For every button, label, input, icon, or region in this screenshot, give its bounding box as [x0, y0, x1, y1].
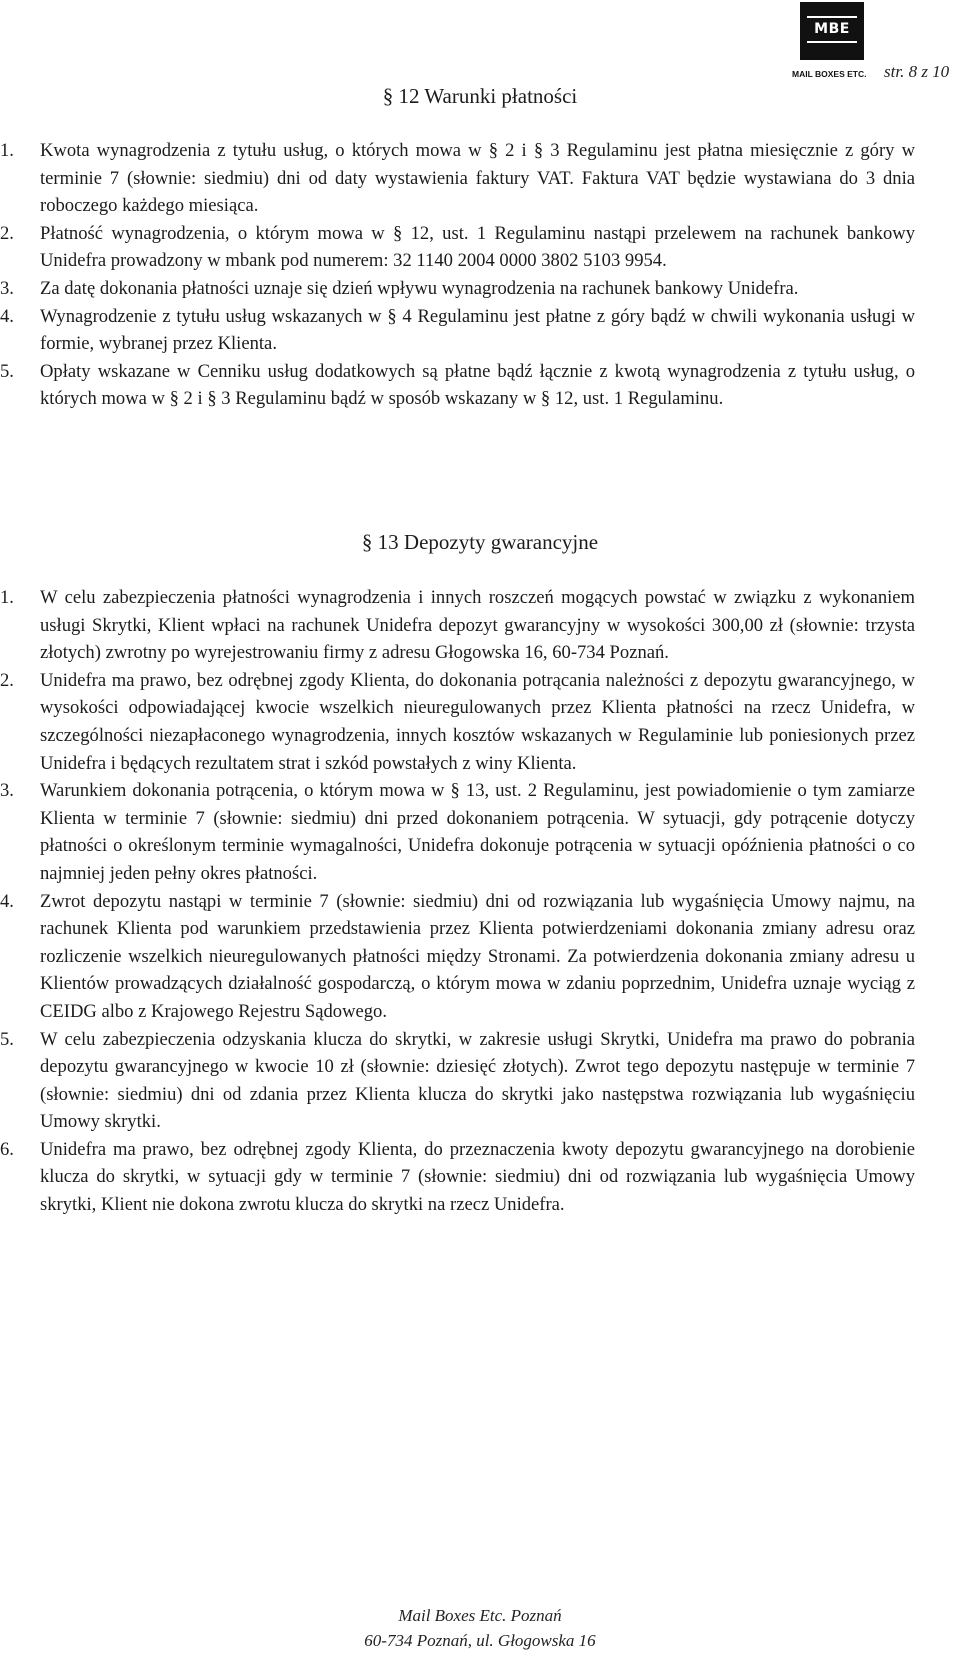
item-number: 5.	[0, 360, 14, 382]
list-item	[0, 303, 915, 358]
logo-wordmark: MAIL BOXES ETC.	[792, 69, 867, 79]
mbe-logo	[792, 2, 880, 82]
list-item	[0, 358, 915, 413]
list-item	[0, 667, 915, 777]
list-item	[0, 584, 915, 667]
section-13-list	[0, 584, 960, 1219]
item-text: Unidefra ma prawo, bez odrębnej zgody Klienta, do przeznaczenia kwoty depozytu gwarancyjnego na dorobienie klucza do skrytki, w sytuacji gdy w terminie 7 (słownie: siedmiu) dni od rozwiązania lub wygaśnięcia Umowy skrytki, Klient nie dokona zwrotu klucza do skrytki na rzecz Unidefra.	[40, 1138, 915, 1216]
section-13-title: § 13 Depozyty gwarancyjne	[361, 530, 599, 554]
page-number: str. 8 z 10	[884, 62, 950, 81]
item-number: 6.	[0, 1138, 14, 1160]
item-text: Kwota wynagrodzenia z tytułu usług, o których mowa w § 2 i § 3 Regulaminu jest płatna miesięcznie z góry w terminie 7 (słownie: siedmiu) dni od daty wystawienia faktury VAT. Faktura VAT będzie wystawiana do 3 dnia roboczego każdego miesiąca.	[40, 140, 915, 217]
item-text: W celu zabezpieczenia płatności wynagrodzenia i innych roszczeń mogących powstać w związku z wykonaniem usługi Skrytki, Klient wpłaci na rachunek Unidefra depozyt gwarancyjny w wysokości 300,00 zł (słownie: trzysta złotych) zwrotny po wyrejestrowaniu firmy z adresu Głogowska 16, 60-734 Poznań.	[40, 587, 915, 664]
list-item	[0, 888, 915, 1026]
item-number: 5.	[0, 1028, 14, 1050]
item-text: Unidefra ma prawo, bez odrębnej zgody Klienta, do dokonania potrącania należności z depozytu gwarancyjnego, w wysokości odpowiadającej kwocie wszelkich nieuregulowanych przez Klienta płatności na rzecz Unidefra, w szczególności niezapłaconego wynagrodzenia, innych kosztów wskazanych w Regulaminie lub poniesionych przez Unidefra i będących rezultatem strat i szkód powstałych z winy Klienta.	[40, 669, 915, 774]
item-number: 4.	[0, 890, 14, 912]
item-number: 3.	[0, 277, 14, 299]
list-item	[0, 1136, 915, 1219]
item-number: 1.	[0, 587, 14, 608]
footer-address	[0, 1603, 960, 1653]
item-text: Zwrot depozytu nastąpi w terminie 7 (słownie: siedmiu) dni od rozwiązania lub wygaśnięcia Umowy najmu, na rachunek Klienta pod warunkiem przedstawienia przez Klienta potwierdzeniami dokonania zmiany adresu oraz rozliczenie wszelkich nieuregulowanych płatności między Stronami. Za potwierdzenia dokonania zmiany adresu u Klientów prowadzących działalność gospodarczą, o którym mowa w zdaniu poprzednim, Unidefra uznaje wyciąg z CEIDG albo z Krajowego Rejestru Sądowego.	[40, 890, 915, 1022]
list-item	[0, 137, 915, 220]
section-12-title: § 12 Warunki płatności	[382, 84, 578, 108]
item-number: 2.	[0, 222, 14, 244]
section-12-list	[0, 137, 960, 413]
logo-mark-text: MBE	[814, 21, 850, 37]
item-text: Wynagrodzenie z tytułu usług wskazanych w § 4 Regulaminu jest płatne z góry bądź w chwili wykonania usługi w formie, wybranej przez Klienta.	[40, 305, 915, 355]
list-item	[0, 275, 915, 303]
item-text: Za datę dokonania płatności uznaje się dzień wpływu wynagrodzenia na rachunek bankowy Unidefra.	[40, 277, 799, 299]
list-item	[0, 777, 915, 887]
item-number: 1.	[0, 140, 14, 161]
logo-line-bottom	[807, 41, 857, 43]
item-number: 4.	[0, 305, 14, 327]
item-number: 3.	[0, 780, 14, 802]
list-item	[0, 1026, 915, 1136]
footer-company: Mail Boxes Etc. Poznań	[398, 1606, 562, 1625]
item-text: Płatność wynagrodzenia, o którym mowa w § 12, ust. 1 Regulaminu nastąpi przelewem na rachunek bankowy Unidefra prowadzony w mbank pod numerem: 32 1140 2004 0000 3802 5103 9954.	[40, 222, 915, 272]
item-text: Warunkiem dokonania potrącenia, o którym mowa w § 13, ust. 2 Regulaminu, jest powiadomienie o tym zamiarze Klienta w terminie 7 (słownie: siedmiu) dni przed dokonaniem potrącenia. W sytuacji, gdy potrącenie dotyczy płatności o określonym terminie wymagalności, Unidefra dokonuje potrącenia w sytuacji opóźnienia płatności o co najmniej jeden pełny okres płatności.	[40, 780, 915, 884]
logo-line-top	[807, 16, 857, 18]
footer-street: 60-734 Poznań, ul. Głogowska 16	[364, 1631, 596, 1650]
item-number: 2.	[0, 669, 14, 691]
item-text: W celu zabezpieczenia odzyskania klucza do skrytki, w zakresie usługi Skrytki, Unidefra ma prawo do pobrania depozytu gwarancyjnego w kwocie 10 zł (słownie: dziesięć złotych). Zwrot tego depozytu następuje w terminie 7 (słownie: siedmiu) dni od zdania przez Klienta klucza do skrytki jako następstwa rozwiązania lub wygaśnięciu Umowy skrytki.	[40, 1028, 915, 1133]
list-item	[0, 220, 915, 275]
item-text: Opłaty wskazane w Cenniku usług dodatkowych są płatne bądź łącznie z kwotą wynagrodzenia z tytułu usług, o których mowa w § 2 i § 3 Regulaminu bądź w sposób wskazany w § 12, ust. 1 Regulaminu.	[40, 360, 915, 410]
